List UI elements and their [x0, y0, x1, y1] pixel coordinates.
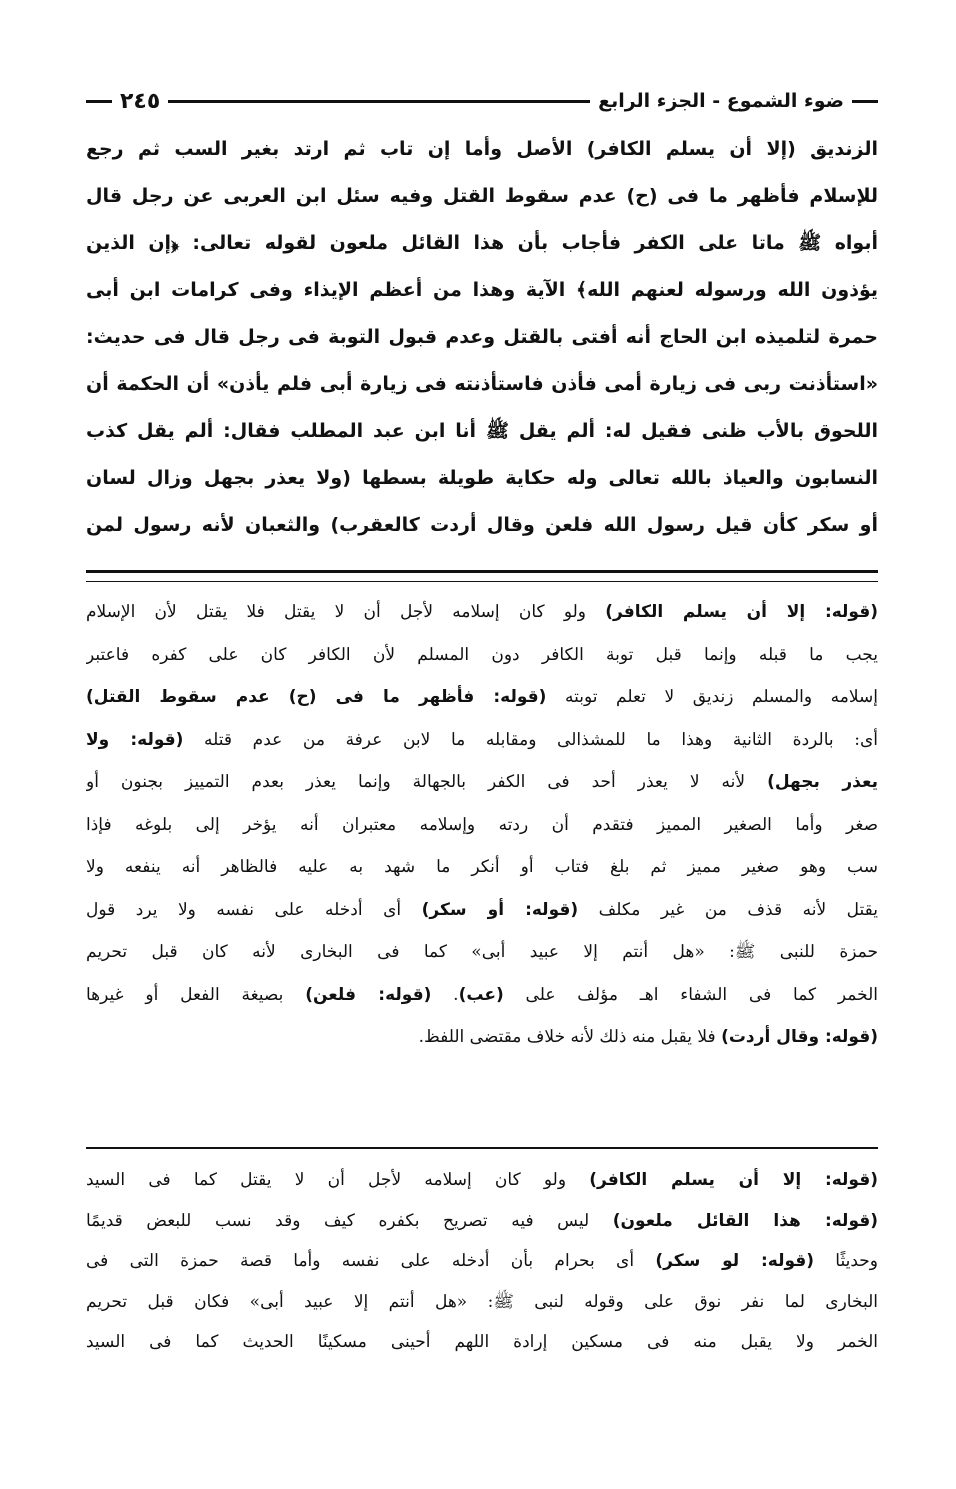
- commentary-line: الخمر ولا يقبل منه فى مسكين إرادة اللهم أحينى مسكينًا الحديث كما فى السيد: [86, 1332, 878, 1352]
- commentary-line: يجب ما قبله وإنما قبل توبة الكافر دون المسلم لأن الكافر كان على كفره فاعتبر: [86, 644, 878, 665]
- commentary-2: [86, 1160, 878, 1363]
- main-line: حمرة لتلميذه ابن الحاج أنه أفتى بالقتل وعدم قبول التوبة فى رجل قال فى حديث:: [86, 326, 878, 348]
- header-rule: [168, 100, 590, 103]
- commentary-line: البخارى لما نفر نوق على وقوله لنبى ﷺ: «هل أنتم إلا عبيد أبى» فكان قبل تحريم: [86, 1291, 878, 1312]
- commentary-line: (قوله: هذا القائل ملعون) ليس فيه تصريح بكفره كيف وقد نسب للبعض قديمًا: [86, 1210, 878, 1231]
- main-separator: [86, 570, 878, 582]
- commentary-line: (قوله: إلا أن يسلم الكافر) ولو كان إسلامه لأجل أن لا يقتل فلا يقتل لأن الإسلام: [86, 602, 878, 622]
- book-title: ضوء الشموع - الجزء الرابع: [598, 90, 844, 112]
- commentary-line: الخمر كما فى الشفاء اهـ مؤلف على (عب). (قوله: فلعن) بصيغة الفعل أو غيرها: [86, 984, 878, 1005]
- main-line: الزنديق (إلا أن يسلم الكافر) الأصل وأما إن تاب ثم ارتد بغير السب ثم رجع: [86, 138, 878, 160]
- commentary-line: أى: بالردة الثانية وهذا ما للمشذالى ومقابله ما لابن عرفة من عدم قتله (قوله: ولا: [86, 729, 878, 750]
- main-line: يؤذون الله ورسوله لعنهم الله﴾ الآية وهذا من أعظم الإيذاء وفى كرامات ابن أبى: [86, 279, 878, 301]
- commentary-line: (قوله: إلا أن يسلم الكافر) ولو كان إسلامه لأجل أن لا يقتل كما فى السيد: [86, 1170, 878, 1190]
- commentary-line: وحديثًا (قوله: لو سكر) أى بحرام بأن أدخله على نفسه وأما قصة حمزة التى فى: [86, 1251, 878, 1271]
- main-line: اللحوق بالأب ظنى فقيل له: ألم يقل ﷺ أنا ابن عبد المطلب فقال: ألم يقل كذب: [86, 420, 878, 442]
- commentary-line: يقتل لأنه قذف من غير مكلف (قوله: أو سكر) أى أدخله على نفسه ولا يرد قول: [86, 899, 878, 920]
- commentary-line: إسلامه والمسلم زنديق لا تعلم توبته (قوله: فأظهر ما فى (ح) عدم سقوط القتل): [86, 687, 878, 707]
- commentary-line: حمزة للنبى ﷺ: «هل أنتم إلا عبيد أبى» كما فى البخارى لأنه كان قبل تحريم: [86, 942, 878, 962]
- header-dash-left: [86, 100, 112, 103]
- page-number: ٢٤٥: [120, 88, 161, 114]
- main-line: للإسلام فأظهر ما فى (ح) عدم سقوط القتل وفيه سئل ابن العربى عن رجل قال: [86, 185, 878, 207]
- commentary-1: [86, 591, 878, 1059]
- header-dash-right: [852, 100, 878, 103]
- commentary-line: صغر وأما الصغير المميز فتقدم أن ردته وإسلامه معتبران أنه يؤخر إلى بلوغه فإذا: [86, 814, 878, 835]
- main-line: أو سكر كأن قيل رسول الله فلعن وقال أردت كالعقرب) والثعبان لأنه رسول لمن: [86, 514, 878, 536]
- running-header: [86, 83, 878, 119]
- main-line: أبواه ﷺ ماتا على الكفر فأجاب بأن هذا القائل ملعون لقوله تعالى: ﴿إن الذين: [86, 232, 878, 254]
- commentary-line: سب وهو صغير مميز ثم بلغ فتاب أو أنكر ما شهد به عليه فالظاهر أنه ينفعه ولا: [86, 857, 878, 877]
- commentary-separator: [86, 1147, 878, 1149]
- main-text: [86, 126, 878, 549]
- commentary-line: يعذر بجهل) لأنه لا يعذر أحد فى الكفر بالجهالة وإنما يعذر بعدم التمييز بجنون أو: [86, 772, 878, 792]
- main-line: النسابون والعياذ بالله تعالى وله حكاية طويلة بسطها (ولا يعذر بجهل وزال لسان: [86, 467, 878, 489]
- main-line: «استأذنت ربى فى زيارة أمى فأذن فاستأذنته فى زيارة أبى فلم يأذن» أن الحكمة أن: [86, 373, 878, 395]
- commentary-line: (قوله: وقال أردت) فلا يقبل منه ذلك لأنه خلاف مقتضى اللفظ.: [418, 1027, 878, 1047]
